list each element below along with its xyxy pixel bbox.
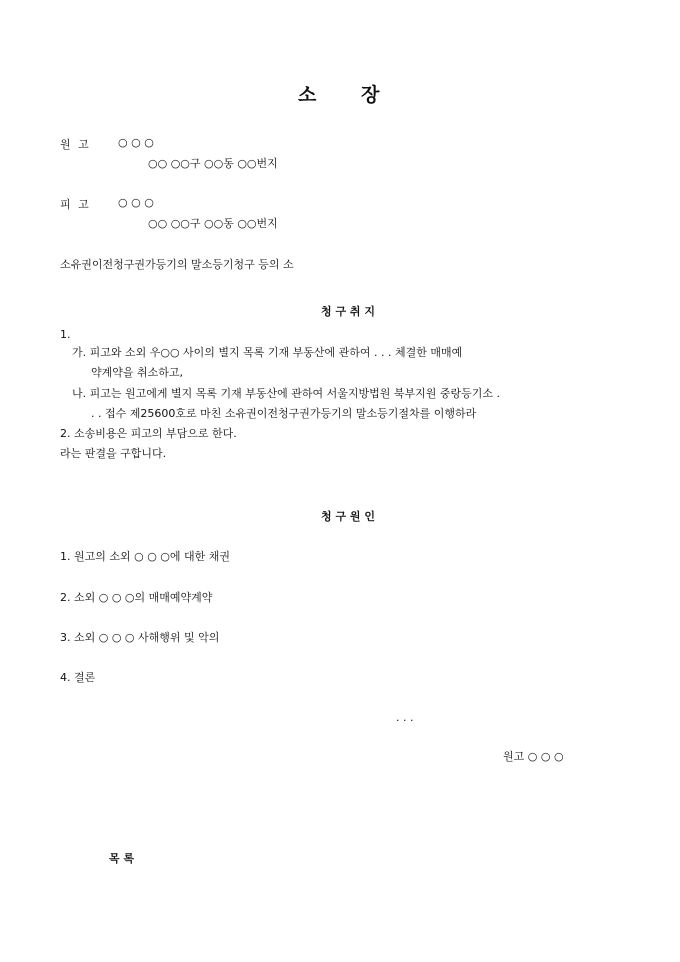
plaintiff-address: ○○ ○○구 ○○동 ○○번지 (148, 157, 278, 170)
claim-item-1-na-line2: . . 접수 제25600호로 마친 소유권이전청구권가등기의 말소등기절차를 이행하라 (91, 407, 477, 420)
claim-item-1-ga-line1: 가. 피고와 소외 우○○ 사이의 별지 목록 기재 부동산에 관하여 . . . 체결한 매매예 (72, 346, 463, 359)
cause-item-2: 2. 소외 ○ ○ ○의 매매예약계약 (60, 591, 213, 604)
signature-line: 원고 ○ ○ ○ (503, 750, 564, 763)
claim-cause-heading: 청 구 원 인 (321, 510, 375, 523)
attachments-heading: 목 록 (109, 852, 135, 865)
claim-purpose-heading: 청 구 취 지 (321, 305, 375, 318)
plaintiff-label: 원 고 (60, 138, 89, 151)
defendant-label: 피 고 (60, 198, 89, 211)
claim-item-1-na-line1: 나. 피고는 원고에게 별지 목록 기재 부동산에 관하여 서울지방법원 북부지원 중랑등기소 . (72, 387, 500, 400)
document-title-left: 소 (298, 84, 319, 106)
claim-item-1-ga-line2: 약계약을 취소하고, (91, 366, 184, 379)
claim-closing: 라는 판결을 구합니다. (60, 447, 167, 460)
case-name: 소유권이전청구권가등기의 말소등기청구 등의 소 (60, 258, 294, 271)
defendant-name: ○ ○ ○ (118, 196, 154, 209)
date-line: . . . (396, 711, 414, 724)
cause-item-4: 4. 결론 (60, 671, 96, 684)
defendant-address: ○○ ○○구 ○○동 ○○번지 (148, 217, 278, 230)
claim-item-2: 2. 소송비용은 피고의 부담으로 한다. (60, 427, 237, 440)
claim-item-1-number: 1. (60, 328, 71, 341)
cause-item-1: 1. 원고의 소외 ○ ○ ○에 대한 채권 (60, 550, 231, 563)
document-title-right: 장 (361, 84, 382, 106)
plaintiff-name: ○ ○ ○ (118, 136, 154, 149)
cause-item-3: 3. 소외 ○ ○ ○ 사해행위 및 악의 (60, 631, 220, 644)
